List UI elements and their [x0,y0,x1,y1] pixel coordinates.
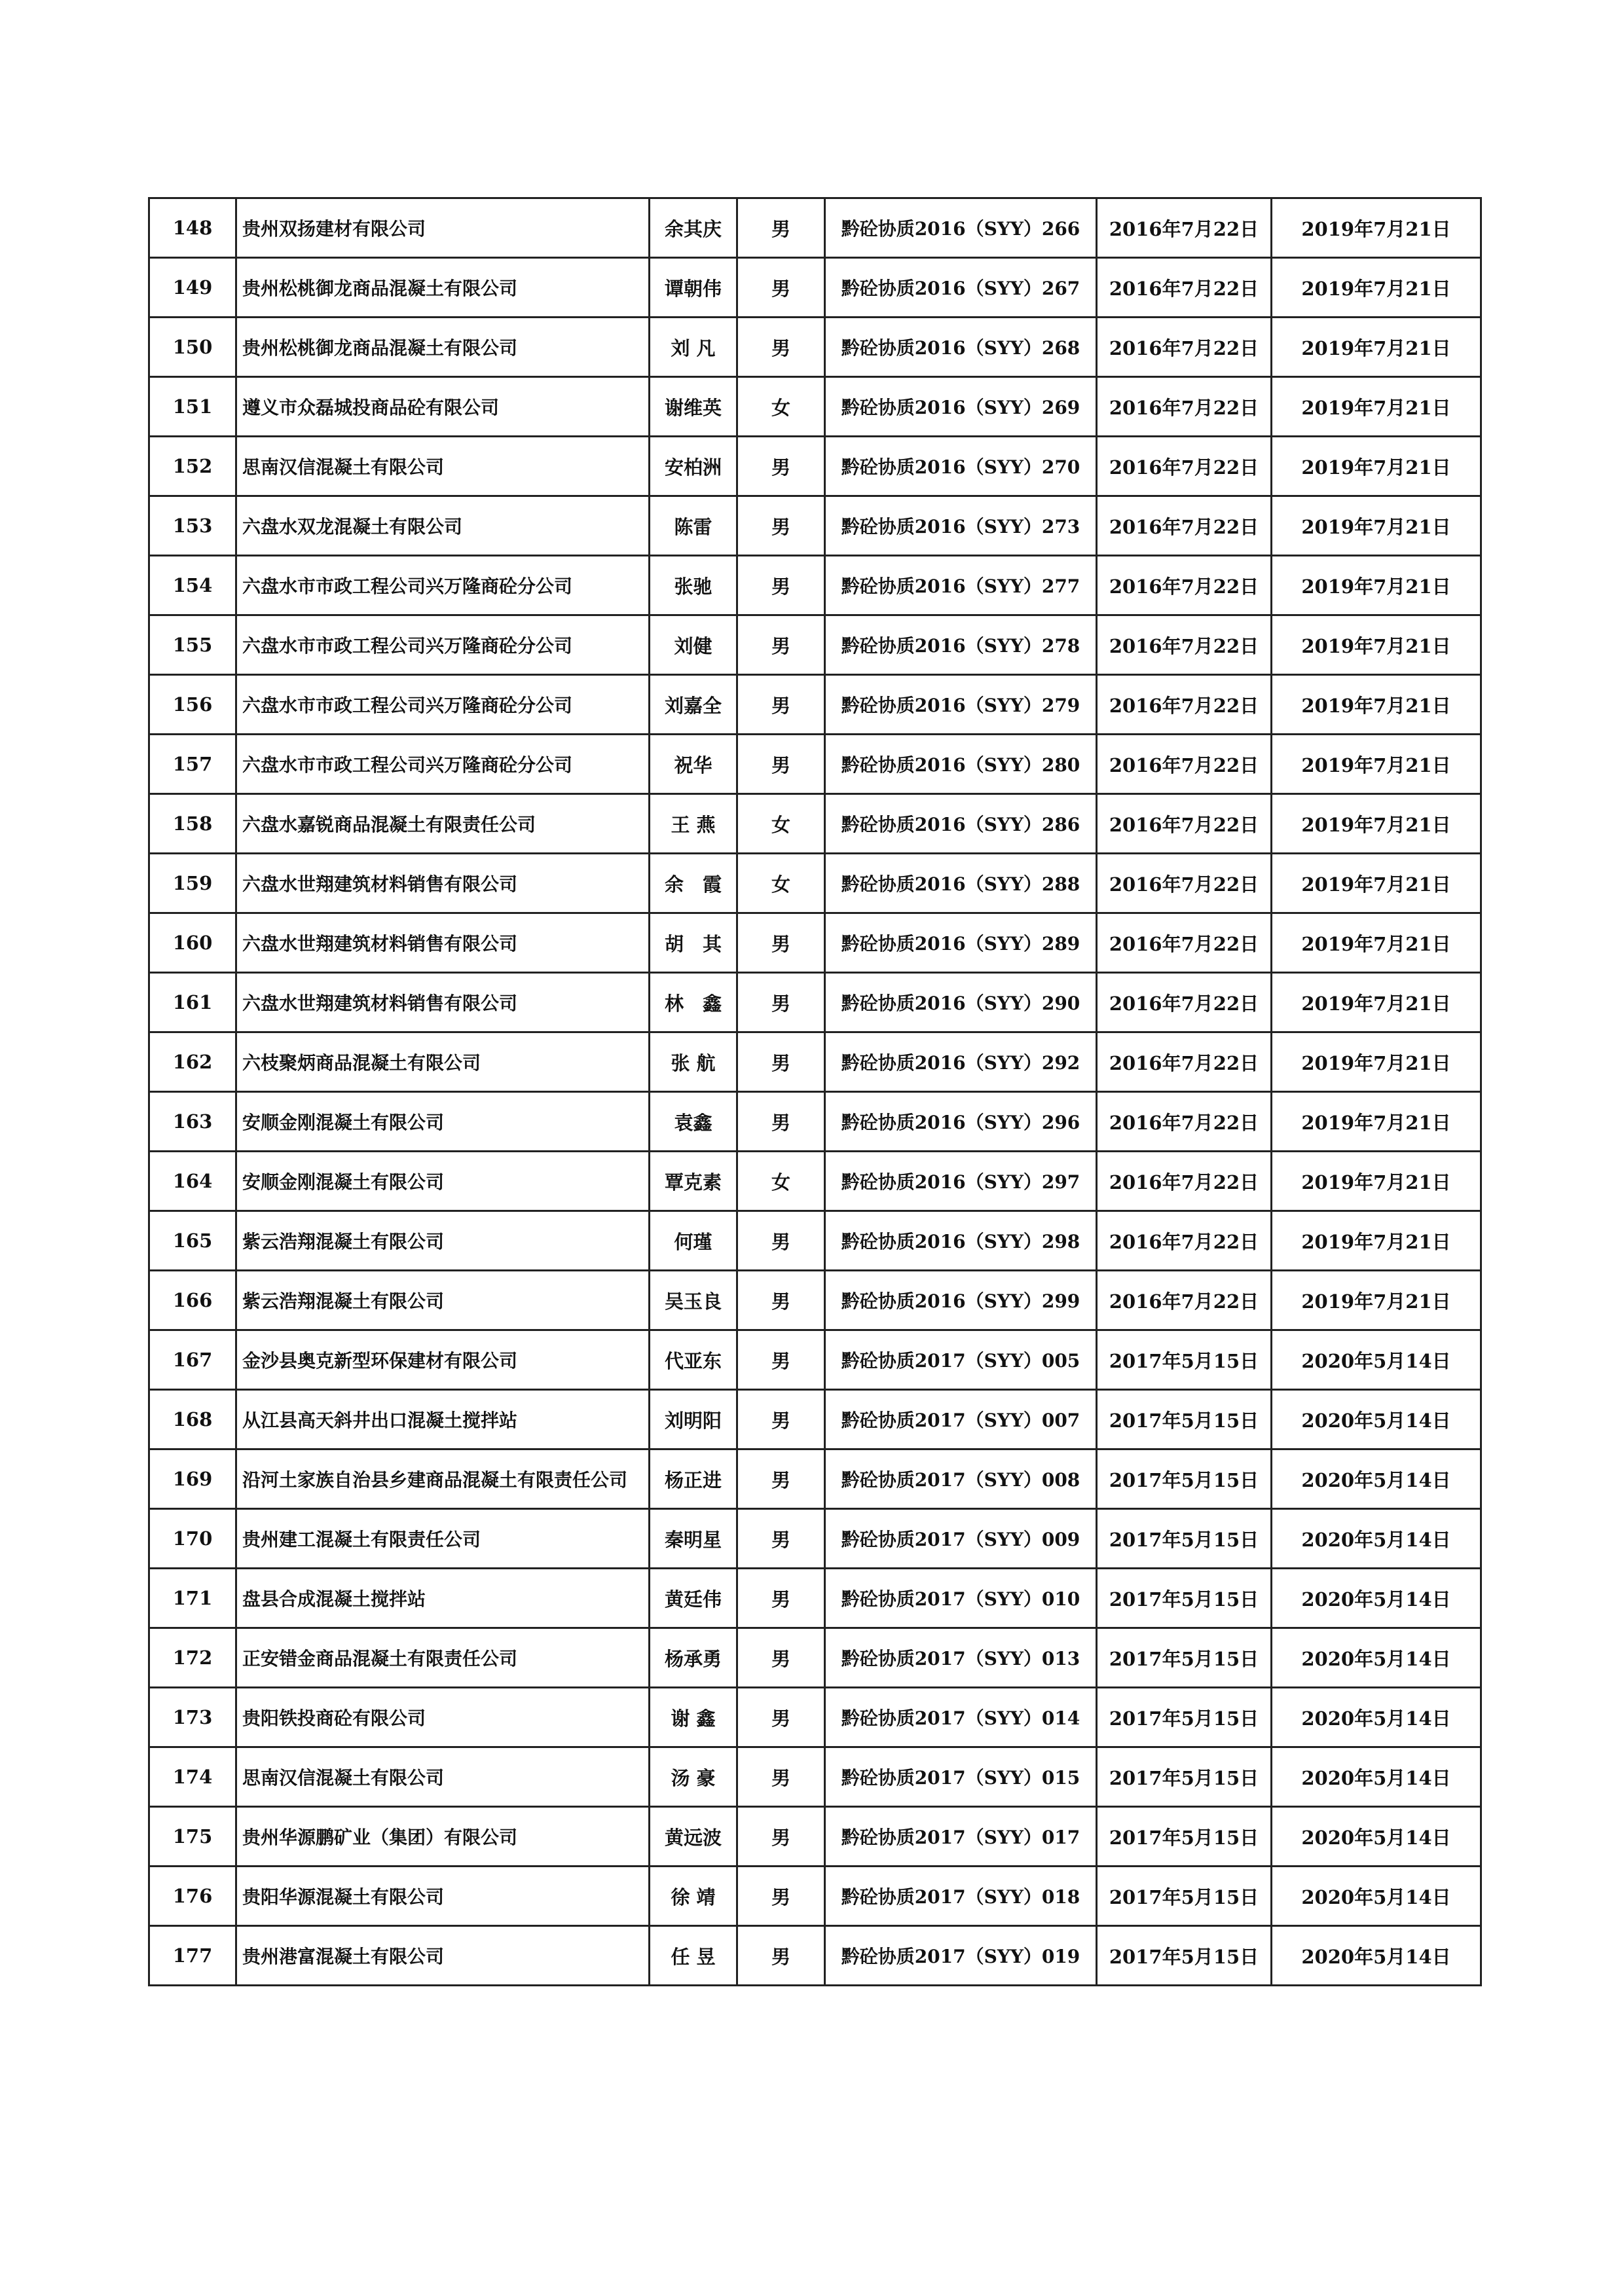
expiry-date: 2020年5月14日 [1272,1747,1481,1807]
gender: 男 [737,973,825,1032]
expiry-date: 2020年5月14日 [1272,1628,1481,1688]
person-name: 袁鑫 [650,1092,737,1152]
table-row [149,318,1481,377]
expiry-date: 2019年7月21日 [1272,1211,1481,1271]
table-row [149,377,1481,437]
person-name: 覃克素 [650,1152,737,1211]
row-number: 174 [149,1747,236,1807]
company-name: 六盘水双龙混凝土有限公司 [236,496,650,556]
expiry-date: 2019年7月21日 [1272,973,1481,1032]
company-name: 六盘水市市政工程公司兴万隆商砼分公司 [236,615,650,675]
row-number: 173 [149,1688,236,1747]
table-row [149,675,1481,735]
certificate-number: 黔砼协质2016（SYY）266 [825,198,1097,258]
company-name: 六盘水世翔建筑材料销售有限公司 [236,854,650,913]
table-row [149,615,1481,675]
certificate-number: 黔砼协质2016（SYY）268 [825,318,1097,377]
gender: 男 [737,1449,825,1509]
person-name: 刘 凡 [650,318,737,377]
certificate-number: 黔砼协质2016（SYY）277 [825,556,1097,615]
gender: 男 [737,1271,825,1330]
certificate-number: 黔砼协质2017（SYY）015 [825,1747,1097,1807]
row-number: 163 [149,1092,236,1152]
gender: 男 [737,1747,825,1807]
company-name: 六盘水嘉锐商品混凝土有限责任公司 [236,794,650,854]
gender: 男 [737,1628,825,1688]
person-name: 汤 豪 [650,1747,737,1807]
person-name: 杨承勇 [650,1628,737,1688]
certificate-number: 黔砼协质2017（SYY）019 [825,1926,1097,1986]
person-name: 谢维英 [650,377,737,437]
expiry-date: 2019年7月21日 [1272,1271,1481,1330]
expiry-date: 2019年7月21日 [1272,675,1481,735]
certificate-number: 黔砼协质2016（SYY）267 [825,258,1097,318]
issue-date: 2016年7月22日 [1097,318,1272,377]
expiry-date: 2020年5月14日 [1272,1688,1481,1747]
table-row [149,258,1481,318]
company-name: 六盘水市市政工程公司兴万隆商砼分公司 [236,735,650,794]
certificate-number: 黔砼协质2016（SYY）290 [825,973,1097,1032]
company-name: 安顺金刚混凝土有限公司 [236,1092,650,1152]
expiry-date: 2020年5月14日 [1272,1867,1481,1926]
issue-date: 2016年7月22日 [1097,1152,1272,1211]
company-name: 贵州港富混凝土有限公司 [236,1926,650,1986]
gender: 女 [737,854,825,913]
issue-date: 2017年5月15日 [1097,1330,1272,1390]
expiry-date: 2020年5月14日 [1272,1390,1481,1449]
issue-date: 2016年7月22日 [1097,1032,1272,1092]
table-row [149,1509,1481,1569]
certificate-number: 黔砼协质2017（SYY）010 [825,1569,1097,1628]
person-name: 王 燕 [650,794,737,854]
gender: 男 [737,913,825,973]
table-row [149,437,1481,496]
certificate-number: 黔砼协质2016（SYY）270 [825,437,1097,496]
gender: 男 [737,675,825,735]
person-name: 余 霞 [650,854,737,913]
company-name: 六盘水市市政工程公司兴万隆商砼分公司 [236,675,650,735]
gender: 男 [737,1032,825,1092]
table-row [149,1390,1481,1449]
issue-date: 2016年7月22日 [1097,496,1272,556]
certificate-number: 黔砼协质2016（SYY）297 [825,1152,1097,1211]
certificate-number: 黔砼协质2016（SYY）286 [825,794,1097,854]
certificate-number: 黔砼协质2016（SYY）279 [825,675,1097,735]
company-name: 贵州松桃御龙商品混凝土有限公司 [236,258,650,318]
issue-date: 2017年5月15日 [1097,1926,1272,1986]
issue-date: 2017年5月15日 [1097,1867,1272,1926]
gender: 女 [737,794,825,854]
row-number: 161 [149,973,236,1032]
company-name: 贵州双扬建材有限公司 [236,198,650,258]
issue-date: 2016年7月22日 [1097,735,1272,794]
person-name: 杨正进 [650,1449,737,1509]
table-row [149,1628,1481,1688]
issue-date: 2017年5月15日 [1097,1569,1272,1628]
person-name: 陈雷 [650,496,737,556]
row-number: 167 [149,1330,236,1390]
table-row [149,198,1481,258]
issue-date: 2017年5月15日 [1097,1509,1272,1569]
company-name: 贵州松桃御龙商品混凝土有限公司 [236,318,650,377]
table-row [149,1330,1481,1390]
certificate-number: 黔砼协质2016（SYY）273 [825,496,1097,556]
row-number: 150 [149,318,236,377]
issue-date: 2016年7月22日 [1097,913,1272,973]
gender: 男 [737,1688,825,1747]
expiry-date: 2020年5月14日 [1272,1330,1481,1390]
expiry-date: 2019年7月21日 [1272,913,1481,973]
row-number: 168 [149,1390,236,1449]
row-number: 148 [149,198,236,258]
gender: 男 [737,318,825,377]
certificate-number: 黔砼协质2017（SYY）005 [825,1330,1097,1390]
gender: 男 [737,1390,825,1449]
table-row [149,496,1481,556]
certificate-number: 黔砼协质2016（SYY）289 [825,913,1097,973]
gender: 男 [737,437,825,496]
table-row [149,1271,1481,1330]
person-name: 谢 鑫 [650,1688,737,1747]
certificate-number: 黔砼协质2017（SYY）017 [825,1807,1097,1867]
company-name: 紫云浩翔混凝土有限公司 [236,1211,650,1271]
issue-date: 2016年7月22日 [1097,794,1272,854]
person-name: 祝华 [650,735,737,794]
expiry-date: 2020年5月14日 [1272,1449,1481,1509]
gender: 男 [737,1569,825,1628]
certificate-number: 黔砼协质2017（SYY）014 [825,1688,1097,1747]
table-row [149,1926,1481,1986]
certificate-number: 黔砼协质2017（SYY）013 [825,1628,1097,1688]
person-name: 安柏洲 [650,437,737,496]
row-number: 171 [149,1569,236,1628]
person-name: 余其庆 [650,198,737,258]
row-number: 165 [149,1211,236,1271]
table-row [149,854,1481,913]
person-name: 吴玉良 [650,1271,737,1330]
issue-date: 2016年7月22日 [1097,615,1272,675]
certificate-number: 黔砼协质2017（SYY）008 [825,1449,1097,1509]
company-name: 思南汉信混凝土有限公司 [236,437,650,496]
row-number: 160 [149,913,236,973]
expiry-date: 2019年7月21日 [1272,377,1481,437]
company-name: 贵阳铁投商砼有限公司 [236,1688,650,1747]
row-number: 157 [149,735,236,794]
row-number: 151 [149,377,236,437]
issue-date: 2016年7月22日 [1097,437,1272,496]
company-name: 贵州华源鹏矿业（集团）有限公司 [236,1807,650,1867]
issue-date: 2016年7月22日 [1097,258,1272,318]
gender: 男 [737,1092,825,1152]
issue-date: 2017年5月15日 [1097,1688,1272,1747]
person-name: 何瑾 [650,1211,737,1271]
certificate-number: 黔砼协质2016（SYY）278 [825,615,1097,675]
person-name: 黄远波 [650,1807,737,1867]
row-number: 162 [149,1032,236,1092]
issue-date: 2016年7月22日 [1097,1092,1272,1152]
company-name: 六盘水市市政工程公司兴万隆商砼分公司 [236,556,650,615]
expiry-date: 2020年5月14日 [1272,1569,1481,1628]
row-number: 166 [149,1271,236,1330]
row-number: 153 [149,496,236,556]
gender: 男 [737,735,825,794]
table-row [149,913,1481,973]
row-number: 177 [149,1926,236,1986]
person-name: 张驰 [650,556,737,615]
row-number: 176 [149,1867,236,1926]
person-name: 胡 其 [650,913,737,973]
issue-date: 2016年7月22日 [1097,854,1272,913]
expiry-date: 2019年7月21日 [1272,437,1481,496]
row-number: 164 [149,1152,236,1211]
row-number: 158 [149,794,236,854]
expiry-date: 2019年7月21日 [1272,615,1481,675]
person-name: 张 航 [650,1032,737,1092]
row-number: 170 [149,1509,236,1569]
expiry-date: 2020年5月14日 [1272,1509,1481,1569]
gender: 女 [737,1152,825,1211]
gender: 男 [737,258,825,318]
expiry-date: 2019年7月21日 [1272,318,1481,377]
company-name: 六盘水世翔建筑材料销售有限公司 [236,913,650,973]
person-name: 谭朝伟 [650,258,737,318]
company-name: 六枝聚炳商品混凝土有限公司 [236,1032,650,1092]
table-row [149,1092,1481,1152]
row-number: 154 [149,556,236,615]
table-row [149,1807,1481,1867]
company-name: 贵州建工混凝土有限责任公司 [236,1509,650,1569]
row-number: 175 [149,1807,236,1867]
row-number: 155 [149,615,236,675]
company-name: 盘县合成混凝土搅拌站 [236,1569,650,1628]
person-name: 代亚东 [650,1330,737,1390]
row-number: 172 [149,1628,236,1688]
person-name: 刘健 [650,615,737,675]
certificate-number: 黔砼协质2016（SYY）299 [825,1271,1097,1330]
person-name: 黄廷伟 [650,1569,737,1628]
table-row [149,735,1481,794]
table-row [149,1032,1481,1092]
row-number: 169 [149,1449,236,1509]
table-row [149,1211,1481,1271]
expiry-date: 2020年5月14日 [1272,1807,1481,1867]
table-row [149,1449,1481,1509]
person-name: 任 昱 [650,1926,737,1986]
issue-date: 2016年7月22日 [1097,1211,1272,1271]
gender: 男 [737,556,825,615]
company-name: 贵阳华源混凝土有限公司 [236,1867,650,1926]
person-name: 秦明星 [650,1509,737,1569]
table-row [149,1867,1481,1926]
person-name: 林 鑫 [650,973,737,1032]
certificate-number: 黔砼协质2016（SYY）280 [825,735,1097,794]
issue-date: 2017年5月15日 [1097,1449,1272,1509]
expiry-date: 2020年5月14日 [1272,1926,1481,1986]
certificate-roster-table [148,197,1482,1986]
person-name: 徐 靖 [650,1867,737,1926]
table-row [149,556,1481,615]
issue-date: 2016年7月22日 [1097,198,1272,258]
table-row [149,794,1481,854]
company-name: 金沙县奥克新型环保建材有限公司 [236,1330,650,1390]
certificate-number: 黔砼协质2016（SYY）288 [825,854,1097,913]
issue-date: 2017年5月15日 [1097,1390,1272,1449]
row-number: 159 [149,854,236,913]
gender: 男 [737,1867,825,1926]
expiry-date: 2019年7月21日 [1272,556,1481,615]
gender: 男 [737,1211,825,1271]
issue-date: 2016年7月22日 [1097,973,1272,1032]
issue-date: 2017年5月15日 [1097,1807,1272,1867]
company-name: 正安错金商品混凝土有限责任公司 [236,1628,650,1688]
issue-date: 2017年5月15日 [1097,1747,1272,1807]
table-row [149,1688,1481,1747]
gender: 男 [737,496,825,556]
row-number: 152 [149,437,236,496]
expiry-date: 2019年7月21日 [1272,794,1481,854]
certificate-number: 黔砼协质2017（SYY）007 [825,1390,1097,1449]
issue-date: 2016年7月22日 [1097,675,1272,735]
gender: 男 [737,1807,825,1867]
company-name: 从江县高天斜井出口混凝土搅拌站 [236,1390,650,1449]
company-name: 安顺金刚混凝土有限公司 [236,1152,650,1211]
certificate-number: 黔砼协质2016（SYY）269 [825,377,1097,437]
expiry-date: 2019年7月21日 [1272,854,1481,913]
company-name: 紫云浩翔混凝土有限公司 [236,1271,650,1330]
gender: 男 [737,1509,825,1569]
expiry-date: 2019年7月21日 [1272,735,1481,794]
certificate-number: 黔砼协质2016（SYY）292 [825,1032,1097,1092]
certificate-number: 黔砼协质2017（SYY）009 [825,1509,1097,1569]
table-row [149,1152,1481,1211]
gender: 男 [737,198,825,258]
expiry-date: 2019年7月21日 [1272,1152,1481,1211]
issue-date: 2016年7月22日 [1097,556,1272,615]
issue-date: 2016年7月22日 [1097,377,1272,437]
issue-date: 2017年5月15日 [1097,1628,1272,1688]
company-name: 思南汉信混凝土有限公司 [236,1747,650,1807]
company-name: 沿河土家族自治县乡建商品混凝土有限责任公司 [236,1449,650,1509]
company-name: 六盘水世翔建筑材料销售有限公司 [236,973,650,1032]
roster-body [149,198,1481,1986]
row-number: 156 [149,675,236,735]
person-name: 刘嘉全 [650,675,737,735]
gender: 男 [737,615,825,675]
gender: 男 [737,1330,825,1390]
table-row [149,1569,1481,1628]
table-row [149,1747,1481,1807]
gender: 女 [737,377,825,437]
person-name: 刘明阳 [650,1390,737,1449]
table-row [149,973,1481,1032]
expiry-date: 2019年7月21日 [1272,496,1481,556]
certificate-number: 黔砼协质2016（SYY）298 [825,1211,1097,1271]
row-number: 149 [149,258,236,318]
expiry-date: 2019年7月21日 [1272,1092,1481,1152]
certificate-number: 黔砼协质2017（SYY）018 [825,1867,1097,1926]
expiry-date: 2019年7月21日 [1272,1032,1481,1092]
certificate-number: 黔砼协质2016（SYY）296 [825,1092,1097,1152]
gender: 男 [737,1926,825,1986]
company-name: 遵义市众磊城投商品砼有限公司 [236,377,650,437]
expiry-date: 2019年7月21日 [1272,198,1481,258]
expiry-date: 2019年7月21日 [1272,258,1481,318]
issue-date: 2016年7月22日 [1097,1271,1272,1330]
